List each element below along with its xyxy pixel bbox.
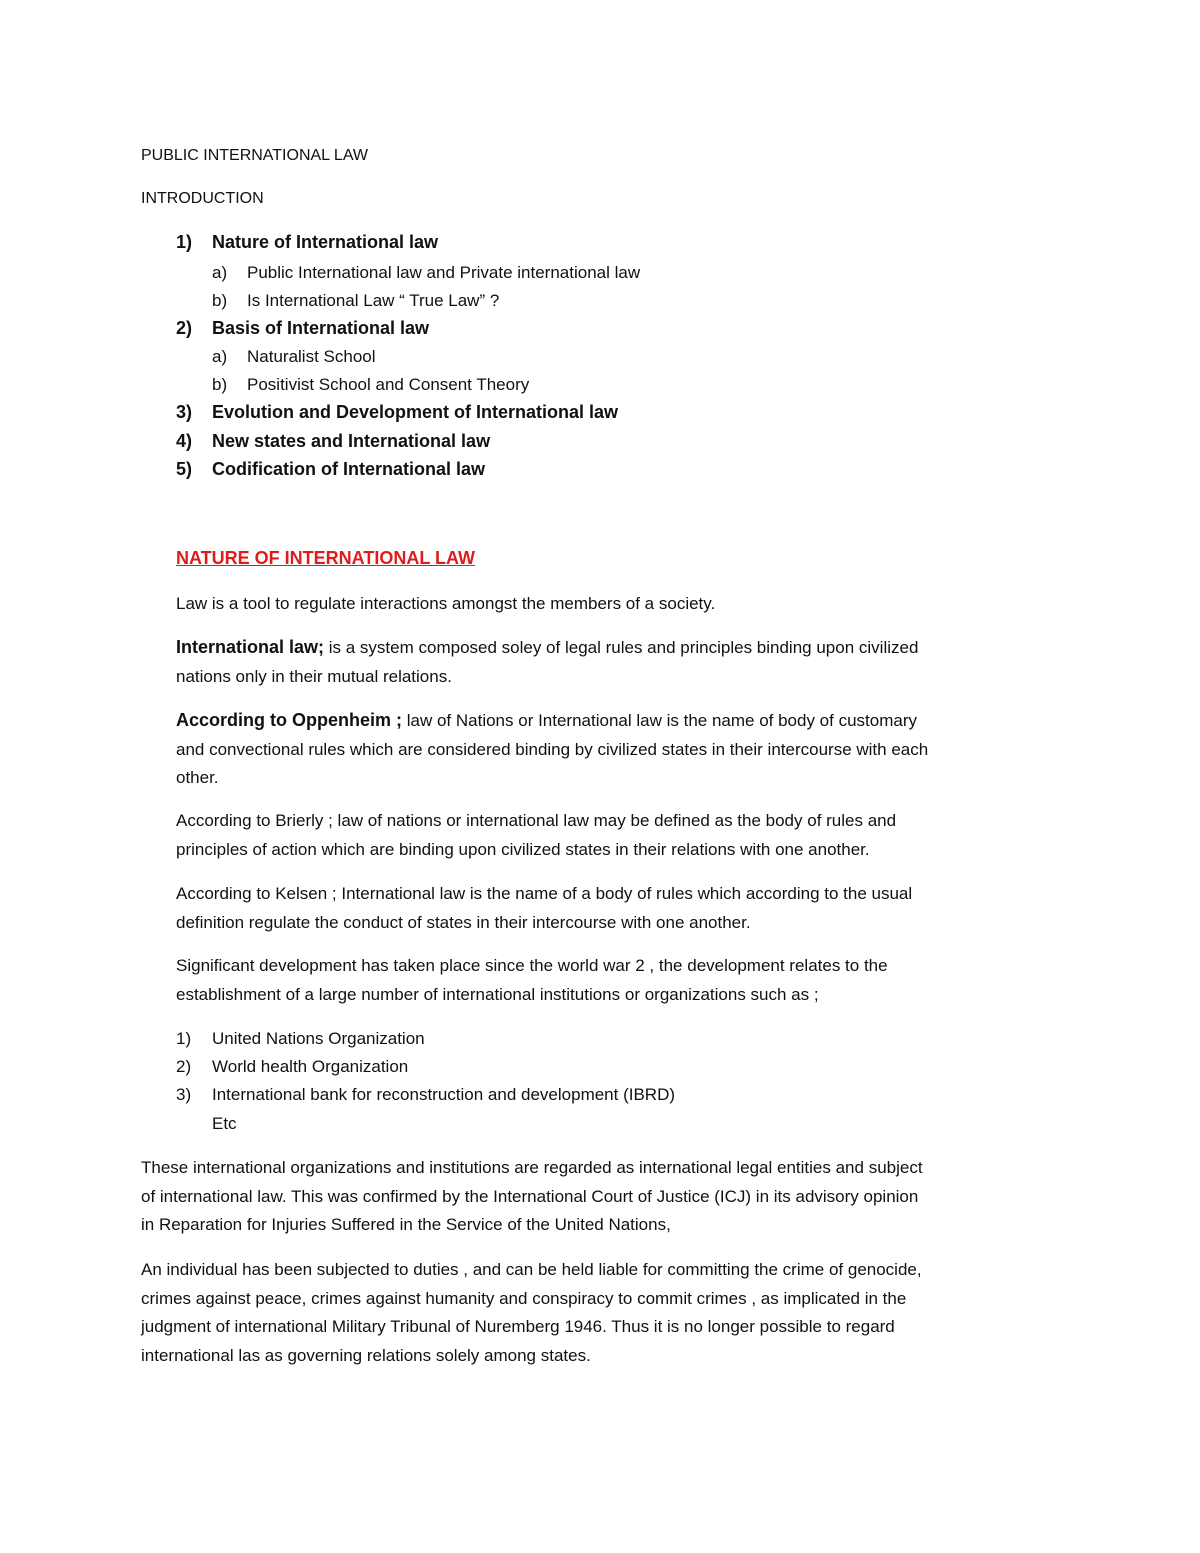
toc-item-codification: Codification of International law	[212, 459, 486, 479]
toc-item-basis: Basis of International law	[212, 318, 430, 338]
list-item: United Nations Organization	[212, 1029, 425, 1048]
paragraph-line: is a system composed soley of legal rules and principles binding upon civilized	[324, 638, 919, 657]
paragraph-entities	[141, 1154, 923, 1240]
toc-item-nature: Nature of International law	[212, 232, 439, 252]
section-heading: NATURE OF INTERNATIONAL LAW	[176, 548, 475, 568]
paragraph-brierly	[176, 807, 896, 864]
toc-sub-item: Positivist School and Consent Theory	[247, 375, 530, 394]
list-etc: Etc	[212, 1114, 237, 1133]
list-number: 1)	[176, 1029, 192, 1048]
paragraph-line: judgment of international Military Tribunal of Nuremberg 1946. Thus it is no longer possible to regard	[141, 1317, 895, 1336]
paragraph-line: and convectional rules which are considered binding by civilized states in their intercourse with each	[176, 739, 929, 759]
toc-number: 2)	[176, 318, 193, 338]
toc-item-new-states: New states and International law	[212, 431, 491, 451]
paragraph-line: These international organizations and institutions are regarded as international legal entities and subject	[141, 1158, 923, 1177]
toc-item-evolution: Evolution and Development of International law	[212, 402, 619, 422]
toc-sub-item: Naturalist School	[247, 347, 376, 366]
paragraph-line: in Reparation for Injuries Suffered in the Service of the United Nations,	[141, 1215, 671, 1234]
list-item: International bank for reconstruction and development (IBRD)	[212, 1085, 676, 1104]
paragraph-line: Significant development has taken place since the world war 2 , the development relates to the	[176, 956, 888, 975]
document-title: PUBLIC INTERNATIONAL LAW	[141, 147, 368, 164]
toc-sub-letter: b)	[212, 375, 228, 394]
paragraph-international-law	[176, 633, 918, 691]
toc-number: 4)	[176, 431, 193, 451]
paragraph-line: of international law. This was confirmed by the International Court of Justice (ICJ) in its advisory opinion	[141, 1186, 919, 1206]
list-number: 2)	[176, 1057, 192, 1076]
toc-number: 3)	[176, 402, 193, 422]
toc-number: 1)	[176, 232, 193, 252]
toc-sub-item: Public International law and Private international law	[247, 263, 641, 282]
paragraph-kelsen	[176, 880, 912, 937]
toc-sub-letter: a)	[212, 347, 228, 366]
paragraph-line: nations only in their mutual relations.	[176, 666, 452, 686]
paragraph-line: other.	[176, 768, 219, 787]
list-number: 3)	[176, 1085, 192, 1104]
term-oppenheim: According to Oppenheim ;	[176, 710, 403, 730]
toc-sub-letter: b)	[212, 291, 228, 310]
toc-sub-item: Is International Law “ True Law” ?	[247, 291, 500, 310]
toc-sub-letter: a)	[212, 263, 228, 282]
toc-number: 5)	[176, 459, 193, 479]
paragraph-individual	[141, 1256, 922, 1370]
term-international-law: International law;	[176, 637, 325, 657]
paragraph-line: crimes against peace, crimes against humanity and conspiracy to commit crimes , as implicated in the	[141, 1288, 907, 1308]
paragraph-line: According to Brierly ; law of nations or international law may be defined as the body of rules and	[176, 811, 897, 830]
paragraph-significant	[176, 952, 888, 1009]
paragraph-line: law of Nations or International law is the name of body of customary	[402, 711, 917, 730]
paragraph-line: definition regulate the conduct of states in their intercourse with one another.	[176, 912, 751, 932]
paragraph-line: According to Kelsen ; International law is the name of a body of rules which according to the usual	[176, 884, 913, 903]
paragraph-line: principles of action which are binding upon civilized states in their relations with one another.	[176, 839, 870, 859]
paragraph-line: An individual has been subjected to duties , and can be held liable for committing the crime of genocide,	[141, 1260, 922, 1279]
paragraph-law-tool: Law is a tool to regulate interactions amongst the members of a society.	[176, 594, 716, 613]
paragraph-line: international las as governing relations solely among states.	[141, 1345, 591, 1365]
paragraph-line: establishment of a large number of international institutions or organizations such as ;	[176, 984, 819, 1004]
list-item: World health Organization	[212, 1057, 409, 1076]
intro-heading: INTRODUCTION	[141, 190, 264, 207]
paragraph-oppenheim	[176, 706, 928, 793]
